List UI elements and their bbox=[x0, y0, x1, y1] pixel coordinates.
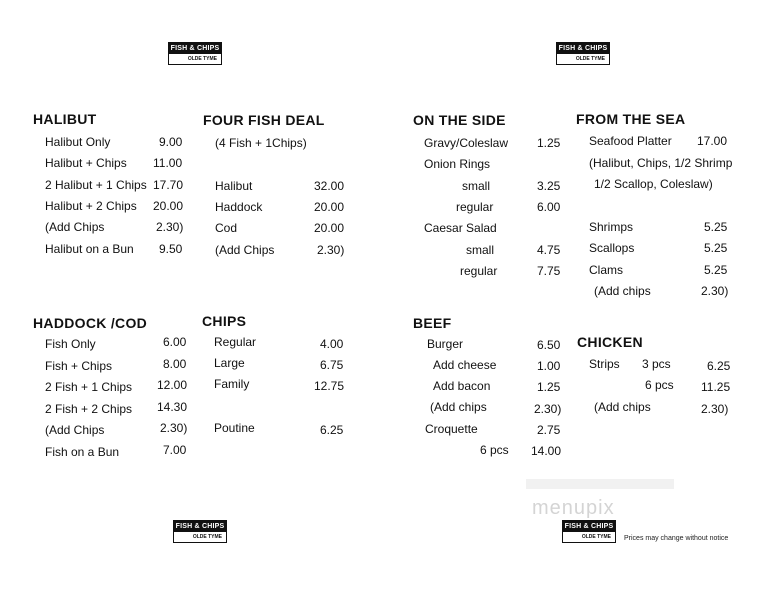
menu-item-price: 12.75 bbox=[314, 379, 345, 393]
menu-item-name: (Add chips bbox=[594, 400, 651, 414]
menu-item-price: 6.75 bbox=[320, 358, 344, 372]
menu-item-price: 7.00 bbox=[163, 443, 187, 457]
menu-item-price: 5.25 bbox=[704, 220, 728, 234]
menu-item-name: Large bbox=[214, 356, 245, 370]
menu-item-price: 2.30) bbox=[160, 421, 188, 435]
menu-item-price: 17.70 bbox=[153, 178, 184, 192]
logo-line2: OLDE TYME bbox=[575, 56, 605, 62]
menu-item-name: Burger bbox=[427, 337, 464, 351]
menu-item-price: 1.00 bbox=[537, 359, 561, 373]
menu-item-price: 20.00 bbox=[153, 199, 184, 213]
menu-item-price: 2.30) bbox=[701, 284, 729, 298]
halibut-title: HALIBUT bbox=[33, 111, 97, 127]
watermark-tag bbox=[526, 479, 674, 489]
menu-item-price: 2.30) bbox=[317, 243, 345, 257]
logo-bottom-left bbox=[173, 520, 227, 543]
menu-item-price: 32.00 bbox=[314, 179, 345, 193]
price-notice: Prices may change without notice bbox=[624, 535, 729, 542]
menu-item-price: 5.25 bbox=[704, 241, 728, 255]
menu-item-price: 11.25 bbox=[701, 380, 731, 394]
chips-title: CHIPS bbox=[202, 313, 247, 329]
logo-top-left bbox=[168, 42, 222, 65]
menu-item-name: Fish + Chips bbox=[45, 359, 113, 373]
menu-item-name: Halibut + 2 Chips bbox=[45, 199, 137, 213]
menu-item-price: 2.30) bbox=[701, 402, 729, 416]
logo-line1: FISH & CHIPS bbox=[175, 523, 225, 530]
menu-item-name: Regular bbox=[214, 335, 257, 349]
menu-item-name: (Add chips bbox=[430, 400, 487, 414]
menu-item-price: 7.75 bbox=[537, 264, 561, 278]
menu-item-price: 9.00 bbox=[159, 135, 183, 149]
menu-item-price: 5.25 bbox=[704, 263, 728, 277]
menu-item-name: Haddock bbox=[215, 200, 263, 214]
menu-item-name: Halibut + Chips bbox=[45, 156, 127, 170]
menu-item-name: Halibut Only bbox=[45, 135, 111, 149]
menu-item-name: Add bacon bbox=[433, 379, 491, 393]
menu-item-price: 2.30) bbox=[156, 220, 184, 234]
menu-item-name: Fish on a Bun bbox=[45, 445, 120, 459]
menu-item-price: 4.00 bbox=[320, 337, 344, 351]
four-fish-title: FOUR FISH DEAL bbox=[203, 112, 325, 128]
menu-item-name: Onion Rings bbox=[424, 157, 491, 171]
menu-item-name: 2 Fish + 2 Chips bbox=[45, 402, 133, 416]
menu-item-price: 2.30) bbox=[534, 402, 562, 416]
menu-item-price: 1.25 bbox=[537, 136, 561, 150]
menu-item-name: Poutine bbox=[214, 421, 255, 435]
menu-item-price: 1.25 bbox=[537, 380, 561, 394]
menu-item-price: 9.50 bbox=[159, 242, 183, 256]
menu-item-price: 6.25 bbox=[707, 359, 731, 373]
menu-item-price: 4.75 bbox=[537, 243, 561, 257]
menu-item-name: Seafood Platter bbox=[589, 134, 672, 148]
menu-item-name: regular bbox=[460, 264, 498, 278]
menu-item-price: 6.00 bbox=[537, 200, 561, 214]
menu-item-price: 8.00 bbox=[163, 357, 187, 371]
watermark: menupix bbox=[532, 497, 615, 519]
four-fish-subtitle: (4 Fish + 1Chips) bbox=[215, 136, 307, 150]
menu-item-name: small bbox=[466, 243, 495, 257]
logo-line1: FISH & CHIPS bbox=[564, 523, 614, 530]
menu-item-name: Croquette bbox=[425, 422, 478, 436]
menu-item-name: 6 pcs bbox=[645, 378, 674, 392]
menu-item-name: 6 pcs bbox=[480, 443, 509, 457]
menu-item-price: 12.00 bbox=[157, 378, 188, 392]
menu-item-name: (Add Chips bbox=[45, 220, 105, 234]
logo-line1: FISH & CHIPS bbox=[170, 45, 220, 52]
menu-item-price: 17.00 bbox=[697, 134, 728, 148]
menu-item-price: 6.00 bbox=[163, 335, 187, 349]
menu-item-name: 2 Fish + 1 Chips bbox=[45, 380, 133, 394]
menu-item-name: Halibut on a Bun bbox=[45, 242, 134, 256]
menu-item-name: 3 pcs bbox=[642, 357, 671, 371]
menu-item-name: Shrimps bbox=[589, 220, 634, 234]
menu-item-name: Strips bbox=[589, 357, 620, 371]
menu-item-price: 6.50 bbox=[537, 338, 561, 352]
menu-item-name: Scallops bbox=[589, 241, 635, 255]
on-the-side-title: ON THE SIDE bbox=[413, 112, 506, 128]
menu-item-name: Gravy/Coleslaw bbox=[424, 136, 509, 150]
menu-item-name: Fish Only bbox=[45, 337, 96, 351]
logo-line2: OLDE TYME bbox=[192, 534, 222, 540]
logo-line2: OLDE TYME bbox=[187, 56, 217, 62]
logo-line2: OLDE TYME bbox=[581, 534, 611, 540]
menu-item-price: 20.00 bbox=[314, 200, 345, 214]
menu-item-price: 14.30 bbox=[157, 400, 188, 414]
menu-item-description: 1/2 Scallop, Coleslaw) bbox=[594, 177, 713, 191]
menu-item-name: (Add chips bbox=[594, 284, 651, 298]
menu-item-name: Cod bbox=[215, 221, 238, 235]
menu-item-name: small bbox=[462, 179, 491, 193]
menu-item-name: regular bbox=[456, 200, 494, 214]
menu-item-name: 2 Halibut + 1 Chips bbox=[45, 178, 147, 192]
from-the-sea-title: FROM THE SEA bbox=[576, 111, 686, 127]
menu-item-name: Family bbox=[214, 377, 250, 391]
menu-item-name: Add cheese bbox=[433, 358, 497, 372]
menu-item-name: Halibut bbox=[215, 179, 253, 193]
menu-item-price: 11.00 bbox=[153, 156, 183, 170]
menu-item-description: (Halibut, Chips, 1/2 Shrimp bbox=[589, 156, 733, 170]
logo-top-right bbox=[556, 42, 610, 65]
menu-item-price: 2.75 bbox=[537, 423, 561, 437]
menu-item-price: 14.00 bbox=[531, 444, 562, 458]
menu-item-price: 6.25 bbox=[320, 423, 344, 437]
menu-item-name: Clams bbox=[589, 263, 624, 277]
menu-item-name: (Add Chips bbox=[45, 423, 105, 437]
menu-item-name: Caesar Salad bbox=[424, 221, 497, 235]
menu-item-price: 20.00 bbox=[314, 221, 345, 235]
haddock-cod-title: HADDOCK /COD bbox=[33, 315, 148, 331]
logo-line1: FISH & CHIPS bbox=[558, 45, 608, 52]
logo-bottom-right bbox=[562, 520, 616, 543]
beef-title: BEEF bbox=[413, 315, 452, 331]
chicken-title: CHICKEN bbox=[577, 334, 643, 350]
menu-item-price: 3.25 bbox=[537, 179, 561, 193]
menu-item-name: (Add Chips bbox=[215, 243, 275, 257]
